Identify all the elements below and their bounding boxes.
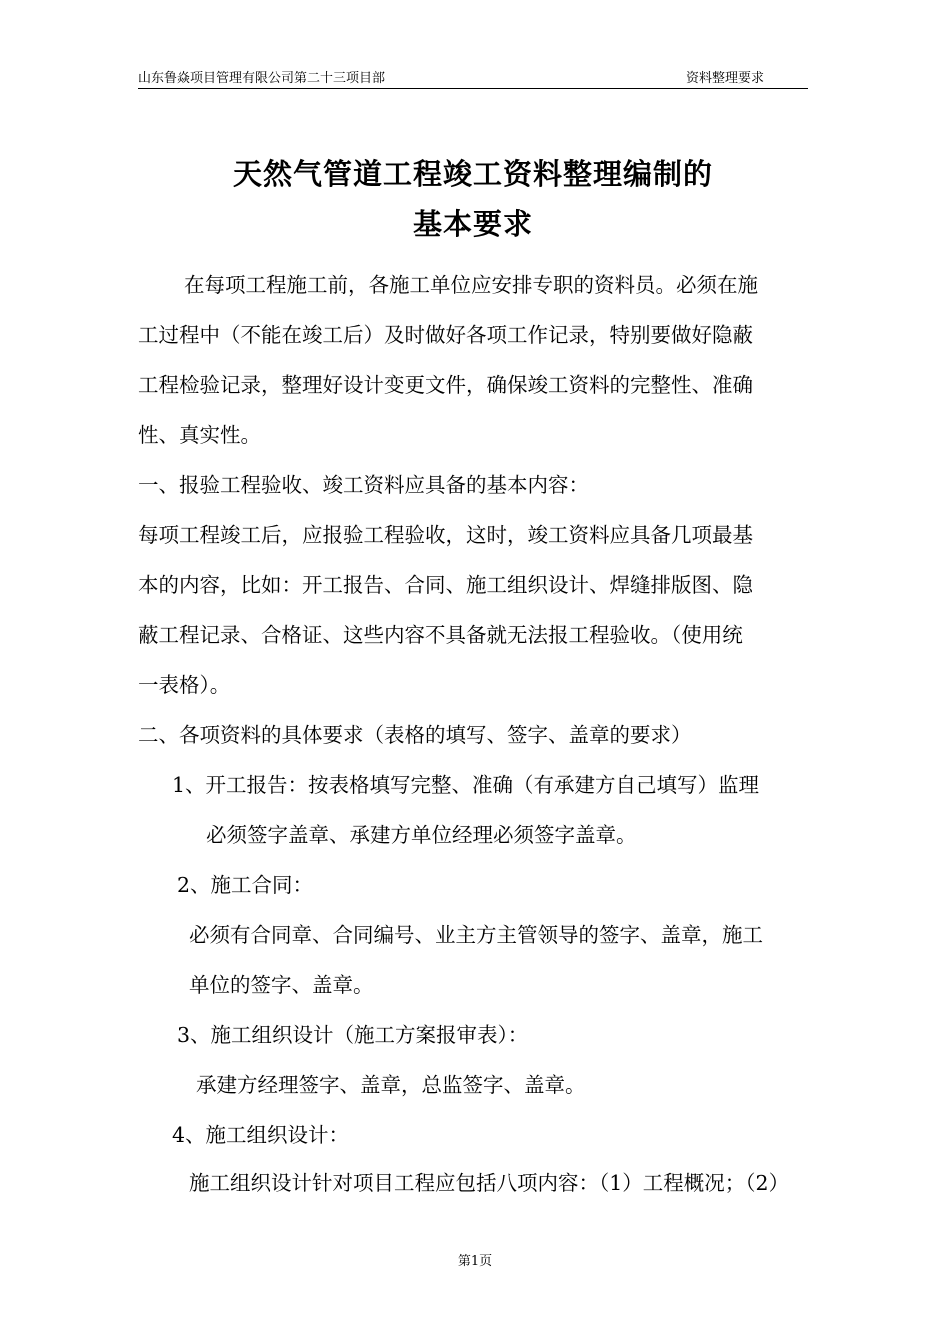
header-section: 资料整理要求 bbox=[686, 71, 765, 86]
item-1-line: 1、开工报告：按表格填写完整、准确（有承建方自己填写）监理 bbox=[172, 773, 760, 797]
item-1-line: 必须签字盖章、承建方单位经理必须签字盖章。 bbox=[206, 823, 637, 847]
item-4-heading: 4、施工组织设计： bbox=[172, 1123, 350, 1147]
section-1-line: 本的内容，比如：开工报告、合同、施工组织设计、焊缝排版图、隐 bbox=[138, 573, 753, 597]
intro-line: 工程检验记录，整理好设计变更文件，确保竣工资料的完整性、准确 bbox=[138, 373, 753, 397]
intro-line: 工过程中（不能在竣工后）及时做好各项工作记录，特别要做好隐蔽 bbox=[138, 323, 753, 347]
section-1-line: 每项工程竣工后，应报验工程验收，这时，竣工资料应具备几项最基 bbox=[138, 523, 753, 547]
item-2-heading: 2、施工合同： bbox=[177, 873, 314, 897]
header-company: 山东鲁焱项目管理有限公司第二十三项目部 bbox=[138, 71, 386, 86]
section-1-line: 蔽工程记录、合格证、这些内容不具备就无法报工程验收。（使用统 bbox=[138, 623, 743, 647]
section-1-line: 一表格）。 bbox=[138, 673, 231, 697]
section-2-heading: 二、各项资料的具体要求（表格的填写、签字、盖章的要求） bbox=[138, 723, 692, 747]
document-title-line-2: 基本要求 bbox=[412, 207, 533, 241]
section-1-heading: 一、报验工程验收、竣工资料应具备的基本内容： bbox=[138, 473, 589, 497]
page-header bbox=[138, 70, 808, 89]
item-4-line: 施工组织设计针对项目工程应包括八项内容：（1）工程概况；（2） bbox=[189, 1171, 790, 1195]
item-2-line: 必须有合同章、合同编号、业主方主管领导的签字、盖章，施工 bbox=[189, 923, 763, 947]
item-2-line: 单位的签字、盖章。 bbox=[189, 973, 374, 997]
item-3-heading: 3、施工组织设计（施工方案报审表）： bbox=[177, 1023, 529, 1047]
page-number: 第1页 bbox=[457, 1254, 493, 1269]
item-3-line: 承建方经理签字、盖章，总监签字、盖章。 bbox=[196, 1073, 586, 1097]
intro-line: 性、真实性。 bbox=[138, 423, 261, 447]
intro-line: 在每项工程施工前，各施工单位应安排专职的资料员。必须在施 bbox=[184, 273, 758, 297]
document-title-line-1: 天然气管道工程竣工资料整理编制的 bbox=[232, 157, 713, 191]
